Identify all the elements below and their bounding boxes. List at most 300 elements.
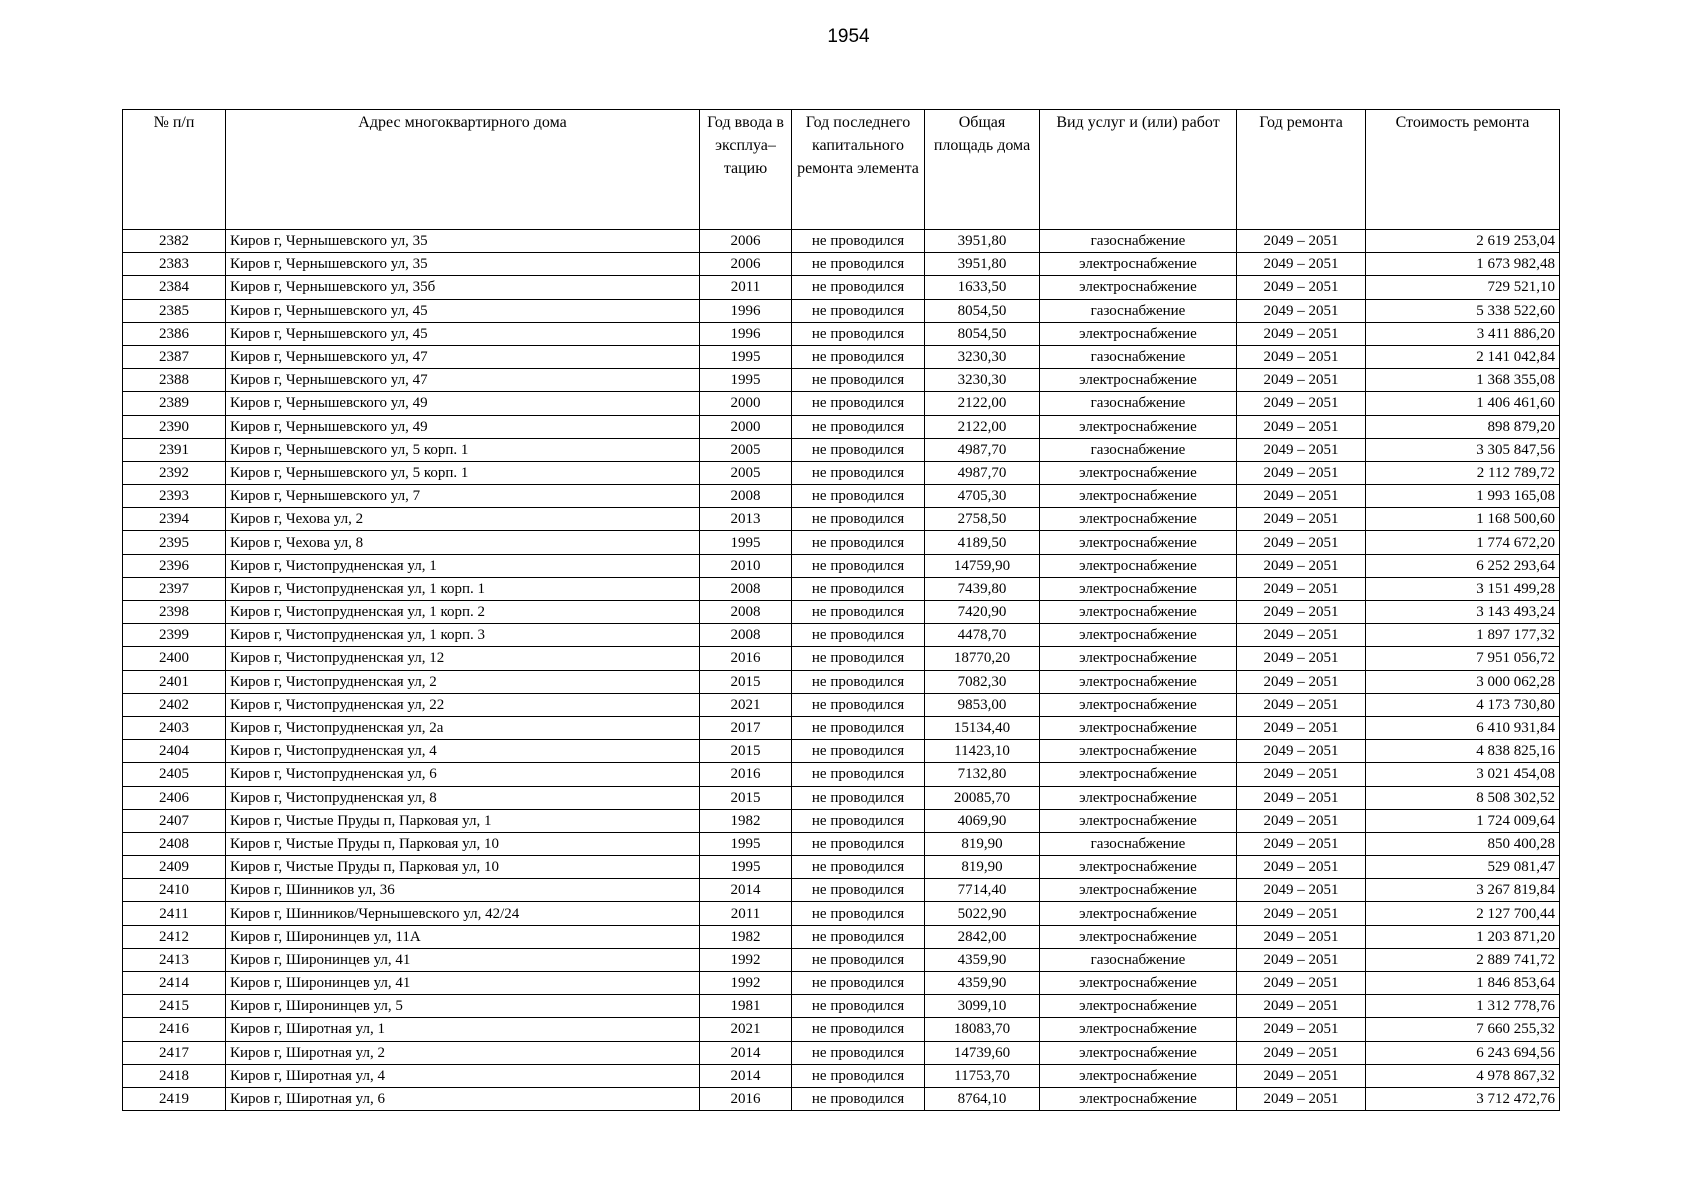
cell-last-repair: не проводился bbox=[792, 508, 925, 531]
cell-number: 2393 bbox=[123, 485, 226, 508]
table-row bbox=[123, 461, 1560, 484]
cell-repair-cost: 3 411 886,20 bbox=[1366, 322, 1560, 345]
cell-service-type: электроснабжение bbox=[1040, 485, 1237, 508]
cell-number: 2401 bbox=[123, 670, 226, 693]
cell-commission-year: 2016 bbox=[700, 1087, 792, 1110]
cell-repair-period: 2049 – 2051 bbox=[1237, 369, 1366, 392]
cell-service-type: газоснабжение bbox=[1040, 832, 1237, 855]
cell-service-type: электроснабжение bbox=[1040, 763, 1237, 786]
cell-address: Киров г, Чистопрудненская ул, 2а bbox=[226, 716, 700, 739]
cell-commission-year: 2000 bbox=[700, 415, 792, 438]
cell-last-repair: не проводился bbox=[792, 230, 925, 253]
header-address: Адрес многоквартирного дома bbox=[226, 110, 700, 230]
table-row bbox=[123, 554, 1560, 577]
cell-service-type: электроснабжение bbox=[1040, 601, 1237, 624]
cell-repair-period: 2049 – 2051 bbox=[1237, 1087, 1366, 1110]
cell-last-repair: не проводился bbox=[792, 276, 925, 299]
cell-repair-period: 2049 – 2051 bbox=[1237, 554, 1366, 577]
cell-number: 2391 bbox=[123, 438, 226, 461]
cell-address: Киров г, Чистопрудненская ул, 4 bbox=[226, 740, 700, 763]
cell-service-type: газоснабжение bbox=[1040, 392, 1237, 415]
table-row bbox=[123, 832, 1560, 855]
cell-repair-period: 2049 – 2051 bbox=[1237, 763, 1366, 786]
table-row bbox=[123, 693, 1560, 716]
cell-number: 2392 bbox=[123, 461, 226, 484]
cell-commission-year: 2016 bbox=[700, 763, 792, 786]
cell-repair-cost: 5 338 522,60 bbox=[1366, 299, 1560, 322]
cell-number: 2396 bbox=[123, 554, 226, 577]
header-commission-year: Год ввода в эксплуа– тацию bbox=[700, 110, 792, 230]
cell-total-area: 7082,30 bbox=[925, 670, 1040, 693]
cell-repair-cost: 1 846 853,64 bbox=[1366, 972, 1560, 995]
table-row bbox=[123, 577, 1560, 600]
cell-commission-year: 2011 bbox=[700, 276, 792, 299]
cell-repair-cost: 2 127 700,44 bbox=[1366, 902, 1560, 925]
cell-repair-cost: 1 724 009,64 bbox=[1366, 809, 1560, 832]
cell-repair-cost: 850 400,28 bbox=[1366, 832, 1560, 855]
cell-commission-year: 1995 bbox=[700, 345, 792, 368]
table-row bbox=[123, 438, 1560, 461]
cell-commission-year: 1992 bbox=[700, 972, 792, 995]
cell-service-type: электроснабжение bbox=[1040, 809, 1237, 832]
cell-repair-cost: 1 993 165,08 bbox=[1366, 485, 1560, 508]
cell-repair-cost: 1 406 461,60 bbox=[1366, 392, 1560, 415]
cell-address: Киров г, Чистопрудненская ул, 12 bbox=[226, 647, 700, 670]
cell-last-repair: не проводился bbox=[792, 716, 925, 739]
cell-last-repair: не проводился bbox=[792, 786, 925, 809]
cell-number: 2383 bbox=[123, 253, 226, 276]
header-service-type: Вид услуг и (или) работ bbox=[1040, 110, 1237, 230]
cell-service-type: газоснабжение bbox=[1040, 230, 1237, 253]
cell-address: Киров г, Чистопрудненская ул, 1 bbox=[226, 554, 700, 577]
cell-number: 2387 bbox=[123, 345, 226, 368]
cell-last-repair: не проводился bbox=[792, 299, 925, 322]
cell-commission-year: 1992 bbox=[700, 948, 792, 971]
cell-service-type: электроснабжение bbox=[1040, 253, 1237, 276]
cell-repair-period: 2049 – 2051 bbox=[1237, 856, 1366, 879]
cell-repair-period: 2049 – 2051 bbox=[1237, 253, 1366, 276]
cell-number: 2404 bbox=[123, 740, 226, 763]
cell-last-repair: не проводился bbox=[792, 1041, 925, 1064]
cell-repair-cost: 3 000 062,28 bbox=[1366, 670, 1560, 693]
table-row bbox=[123, 415, 1560, 438]
cell-total-area: 7420,90 bbox=[925, 601, 1040, 624]
table-row bbox=[123, 299, 1560, 322]
cell-last-repair: не проводился bbox=[792, 809, 925, 832]
cell-address: Киров г, Широнинцев ул, 41 bbox=[226, 972, 700, 995]
cell-service-type: газоснабжение bbox=[1040, 438, 1237, 461]
cell-repair-cost: 3 712 472,76 bbox=[1366, 1087, 1560, 1110]
cell-total-area: 8054,50 bbox=[925, 299, 1040, 322]
cell-service-type: электроснабжение bbox=[1040, 647, 1237, 670]
cell-address: Киров г, Широтная ул, 1 bbox=[226, 1018, 700, 1041]
cell-repair-period: 2049 – 2051 bbox=[1237, 577, 1366, 600]
cell-address: Киров г, Чернышевского ул, 5 корп. 1 bbox=[226, 461, 700, 484]
cell-repair-period: 2049 – 2051 bbox=[1237, 716, 1366, 739]
cell-last-repair: не проводился bbox=[792, 647, 925, 670]
cell-total-area: 2122,00 bbox=[925, 392, 1040, 415]
cell-total-area: 7714,40 bbox=[925, 879, 1040, 902]
cell-number: 2413 bbox=[123, 948, 226, 971]
cell-repair-cost: 3 305 847,56 bbox=[1366, 438, 1560, 461]
cell-last-repair: не проводился bbox=[792, 531, 925, 554]
cell-total-area: 7439,80 bbox=[925, 577, 1040, 600]
cell-last-repair: не проводился bbox=[792, 485, 925, 508]
cell-number: 2411 bbox=[123, 902, 226, 925]
cell-number: 2400 bbox=[123, 647, 226, 670]
cell-total-area: 819,90 bbox=[925, 856, 1040, 879]
cell-address: Киров г, Чехова ул, 8 bbox=[226, 531, 700, 554]
cell-repair-cost: 4 978 867,32 bbox=[1366, 1064, 1560, 1087]
table-row bbox=[123, 322, 1560, 345]
cell-number: 2390 bbox=[123, 415, 226, 438]
cell-repair-cost: 2 112 789,72 bbox=[1366, 461, 1560, 484]
cell-service-type: электроснабжение bbox=[1040, 369, 1237, 392]
table-row bbox=[123, 995, 1560, 1018]
cell-repair-cost: 6 252 293,64 bbox=[1366, 554, 1560, 577]
cell-last-repair: не проводился bbox=[792, 369, 925, 392]
cell-address: Киров г, Чернышевского ул, 47 bbox=[226, 369, 700, 392]
cell-total-area: 4069,90 bbox=[925, 809, 1040, 832]
cell-commission-year: 2000 bbox=[700, 392, 792, 415]
cell-repair-cost: 3 021 454,08 bbox=[1366, 763, 1560, 786]
cell-address: Киров г, Чехова ул, 2 bbox=[226, 508, 700, 531]
cell-commission-year: 2008 bbox=[700, 601, 792, 624]
cell-commission-year: 2017 bbox=[700, 716, 792, 739]
cell-total-area: 20085,70 bbox=[925, 786, 1040, 809]
cell-commission-year: 2006 bbox=[700, 253, 792, 276]
table-row bbox=[123, 902, 1560, 925]
cell-repair-period: 2049 – 2051 bbox=[1237, 948, 1366, 971]
cell-last-repair: не проводился bbox=[792, 601, 925, 624]
cell-service-type: электроснабжение bbox=[1040, 276, 1237, 299]
cell-repair-cost: 729 521,10 bbox=[1366, 276, 1560, 299]
cell-repair-cost: 1 368 355,08 bbox=[1366, 369, 1560, 392]
table-row bbox=[123, 508, 1560, 531]
cell-number: 2386 bbox=[123, 322, 226, 345]
cell-repair-cost: 7 951 056,72 bbox=[1366, 647, 1560, 670]
cell-address: Киров г, Шинников ул, 36 bbox=[226, 879, 700, 902]
cell-total-area: 2758,50 bbox=[925, 508, 1040, 531]
cell-repair-cost: 3 151 499,28 bbox=[1366, 577, 1560, 600]
cell-repair-period: 2049 – 2051 bbox=[1237, 902, 1366, 925]
table-body bbox=[123, 230, 1560, 1111]
cell-address: Киров г, Шинников/Чернышевского ул, 42/24 bbox=[226, 902, 700, 925]
cell-commission-year: 2008 bbox=[700, 485, 792, 508]
cell-last-repair: не проводился bbox=[792, 740, 925, 763]
cell-number: 2394 bbox=[123, 508, 226, 531]
cell-repair-cost: 6 243 694,56 bbox=[1366, 1041, 1560, 1064]
cell-service-type: газоснабжение bbox=[1040, 948, 1237, 971]
table-header-row bbox=[123, 110, 1560, 230]
cell-repair-period: 2049 – 2051 bbox=[1237, 995, 1366, 1018]
cell-address: Киров г, Чистопрудненская ул, 22 bbox=[226, 693, 700, 716]
cell-service-type: электроснабжение bbox=[1040, 322, 1237, 345]
cell-last-repair: не проводился bbox=[792, 995, 925, 1018]
table-row bbox=[123, 763, 1560, 786]
cell-number: 2417 bbox=[123, 1041, 226, 1064]
cell-total-area: 3099,10 bbox=[925, 995, 1040, 1018]
table-row bbox=[123, 1018, 1560, 1041]
cell-last-repair: не проводился bbox=[792, 856, 925, 879]
cell-last-repair: не проводился bbox=[792, 693, 925, 716]
cell-commission-year: 2005 bbox=[700, 461, 792, 484]
cell-repair-cost: 1 203 871,20 bbox=[1366, 925, 1560, 948]
cell-last-repair: не проводился bbox=[792, 879, 925, 902]
cell-commission-year: 2014 bbox=[700, 879, 792, 902]
cell-address: Киров г, Чернышевского ул, 49 bbox=[226, 415, 700, 438]
cell-last-repair: не проводился bbox=[792, 670, 925, 693]
cell-address: Киров г, Чистые Пруды п, Парковая ул, 10 bbox=[226, 832, 700, 855]
cell-address: Киров г, Широнинцев ул, 41 bbox=[226, 948, 700, 971]
cell-number: 2388 bbox=[123, 369, 226, 392]
table-row bbox=[123, 369, 1560, 392]
cell-repair-cost: 1 774 672,20 bbox=[1366, 531, 1560, 554]
cell-last-repair: не проводился bbox=[792, 925, 925, 948]
cell-number: 2399 bbox=[123, 624, 226, 647]
cell-repair-period: 2049 – 2051 bbox=[1237, 438, 1366, 461]
cell-number: 2412 bbox=[123, 925, 226, 948]
cell-total-area: 18770,20 bbox=[925, 647, 1040, 670]
table-row bbox=[123, 856, 1560, 879]
header-repair-cost: Стоимость ремонта bbox=[1366, 110, 1560, 230]
cell-repair-cost: 1 312 778,76 bbox=[1366, 995, 1560, 1018]
cell-total-area: 2842,00 bbox=[925, 925, 1040, 948]
cell-repair-period: 2049 – 2051 bbox=[1237, 485, 1366, 508]
cell-commission-year: 2016 bbox=[700, 647, 792, 670]
cell-repair-period: 2049 – 2051 bbox=[1237, 972, 1366, 995]
cell-total-area: 5022,90 bbox=[925, 902, 1040, 925]
table-row bbox=[123, 531, 1560, 554]
cell-address: Киров г, Широтная ул, 6 bbox=[226, 1087, 700, 1110]
cell-address: Киров г, Широтная ул, 4 bbox=[226, 1064, 700, 1087]
cell-number: 2416 bbox=[123, 1018, 226, 1041]
table-row bbox=[123, 1087, 1560, 1110]
cell-service-type: электроснабжение bbox=[1040, 856, 1237, 879]
table-row bbox=[123, 624, 1560, 647]
cell-address: Киров г, Чернышевского ул, 7 bbox=[226, 485, 700, 508]
cell-service-type: электроснабжение bbox=[1040, 624, 1237, 647]
cell-total-area: 11753,70 bbox=[925, 1064, 1040, 1087]
cell-repair-period: 2049 – 2051 bbox=[1237, 740, 1366, 763]
cell-total-area: 14759,90 bbox=[925, 554, 1040, 577]
cell-service-type: электроснабжение bbox=[1040, 1087, 1237, 1110]
cell-total-area: 9853,00 bbox=[925, 693, 1040, 716]
table-row bbox=[123, 392, 1560, 415]
cell-last-repair: не проводился bbox=[792, 415, 925, 438]
cell-service-type: электроснабжение bbox=[1040, 1018, 1237, 1041]
cell-address: Киров г, Чернышевского ул, 35б bbox=[226, 276, 700, 299]
cell-number: 2405 bbox=[123, 763, 226, 786]
cell-number: 2409 bbox=[123, 856, 226, 879]
table-row bbox=[123, 925, 1560, 948]
cell-repair-period: 2049 – 2051 bbox=[1237, 508, 1366, 531]
cell-total-area: 7132,80 bbox=[925, 763, 1040, 786]
cell-service-type: электроснабжение bbox=[1040, 577, 1237, 600]
cell-repair-cost: 2 889 741,72 bbox=[1366, 948, 1560, 971]
cell-number: 2415 bbox=[123, 995, 226, 1018]
cell-repair-period: 2049 – 2051 bbox=[1237, 1041, 1366, 1064]
cell-service-type: электроснабжение bbox=[1040, 1064, 1237, 1087]
cell-last-repair: не проводился bbox=[792, 554, 925, 577]
cell-number: 2397 bbox=[123, 577, 226, 600]
cell-total-area: 8054,50 bbox=[925, 322, 1040, 345]
cell-repair-period: 2049 – 2051 bbox=[1237, 647, 1366, 670]
cell-address: Киров г, Широнинцев ул, 11А bbox=[226, 925, 700, 948]
repair-registry-table bbox=[122, 109, 1560, 1111]
header-repair-period: Год ремонта bbox=[1237, 110, 1366, 230]
cell-number: 2398 bbox=[123, 601, 226, 624]
cell-service-type: электроснабжение bbox=[1040, 902, 1237, 925]
cell-total-area: 4189,50 bbox=[925, 531, 1040, 554]
table-row bbox=[123, 972, 1560, 995]
cell-repair-cost: 6 410 931,84 bbox=[1366, 716, 1560, 739]
cell-service-type: электроснабжение bbox=[1040, 554, 1237, 577]
cell-repair-period: 2049 – 2051 bbox=[1237, 879, 1366, 902]
cell-last-repair: не проводился bbox=[792, 253, 925, 276]
table-row bbox=[123, 276, 1560, 299]
cell-number: 2418 bbox=[123, 1064, 226, 1087]
cell-repair-period: 2049 – 2051 bbox=[1237, 809, 1366, 832]
table-row bbox=[123, 485, 1560, 508]
cell-commission-year: 1995 bbox=[700, 856, 792, 879]
cell-commission-year: 2013 bbox=[700, 508, 792, 531]
cell-repair-cost: 2 141 042,84 bbox=[1366, 345, 1560, 368]
cell-total-area: 4987,70 bbox=[925, 438, 1040, 461]
cell-total-area: 819,90 bbox=[925, 832, 1040, 855]
header-total-area: Общая площадь дома bbox=[925, 110, 1040, 230]
cell-service-type: электроснабжение bbox=[1040, 531, 1237, 554]
cell-address: Киров г, Чистопрудненская ул, 1 корп. 2 bbox=[226, 601, 700, 624]
cell-repair-period: 2049 – 2051 bbox=[1237, 670, 1366, 693]
table-row bbox=[123, 1041, 1560, 1064]
cell-address: Киров г, Чернышевского ул, 35 bbox=[226, 230, 700, 253]
cell-commission-year: 2010 bbox=[700, 554, 792, 577]
cell-repair-period: 2049 – 2051 bbox=[1237, 230, 1366, 253]
cell-repair-cost: 898 879,20 bbox=[1366, 415, 1560, 438]
cell-commission-year: 1982 bbox=[700, 925, 792, 948]
cell-service-type: электроснабжение bbox=[1040, 925, 1237, 948]
cell-repair-cost: 1 897 177,32 bbox=[1366, 624, 1560, 647]
cell-repair-period: 2049 – 2051 bbox=[1237, 276, 1366, 299]
cell-last-repair: не проводился bbox=[792, 902, 925, 925]
cell-number: 2406 bbox=[123, 786, 226, 809]
cell-commission-year: 2014 bbox=[700, 1064, 792, 1087]
cell-total-area: 8764,10 bbox=[925, 1087, 1040, 1110]
cell-number: 2389 bbox=[123, 392, 226, 415]
cell-last-repair: не проводился bbox=[792, 1018, 925, 1041]
cell-number: 2385 bbox=[123, 299, 226, 322]
cell-commission-year: 2005 bbox=[700, 438, 792, 461]
cell-repair-cost: 529 081,47 bbox=[1366, 856, 1560, 879]
cell-total-area: 4359,90 bbox=[925, 972, 1040, 995]
cell-commission-year: 1996 bbox=[700, 322, 792, 345]
cell-service-type: электроснабжение bbox=[1040, 461, 1237, 484]
cell-repair-period: 2049 – 2051 bbox=[1237, 415, 1366, 438]
cell-repair-period: 2049 – 2051 bbox=[1237, 299, 1366, 322]
cell-address: Киров г, Чистопрудненская ул, 2 bbox=[226, 670, 700, 693]
table-row bbox=[123, 647, 1560, 670]
cell-repair-cost: 3 267 819,84 bbox=[1366, 879, 1560, 902]
cell-repair-cost: 2 619 253,04 bbox=[1366, 230, 1560, 253]
header-number: № п/п bbox=[123, 110, 226, 230]
cell-commission-year: 1996 bbox=[700, 299, 792, 322]
cell-repair-period: 2049 – 2051 bbox=[1237, 1064, 1366, 1087]
cell-address: Киров г, Чистые Пруды п, Парковая ул, 10 bbox=[226, 856, 700, 879]
table-row bbox=[123, 809, 1560, 832]
cell-address: Киров г, Широнинцев ул, 5 bbox=[226, 995, 700, 1018]
table-row bbox=[123, 1064, 1560, 1087]
cell-service-type: газоснабжение bbox=[1040, 299, 1237, 322]
cell-repair-cost: 8 508 302,52 bbox=[1366, 786, 1560, 809]
cell-repair-period: 2049 – 2051 bbox=[1237, 392, 1366, 415]
cell-last-repair: не проводился bbox=[792, 438, 925, 461]
cell-commission-year: 1995 bbox=[700, 832, 792, 855]
cell-service-type: электроснабжение bbox=[1040, 972, 1237, 995]
cell-repair-period: 2049 – 2051 bbox=[1237, 1018, 1366, 1041]
cell-address: Киров г, Чернышевского ул, 45 bbox=[226, 322, 700, 345]
table-row bbox=[123, 230, 1560, 253]
cell-commission-year: 2011 bbox=[700, 902, 792, 925]
cell-last-repair: не проводился bbox=[792, 972, 925, 995]
cell-last-repair: не проводился bbox=[792, 832, 925, 855]
cell-last-repair: не проводился bbox=[792, 345, 925, 368]
cell-address: Киров г, Чернышевского ул, 5 корп. 1 bbox=[226, 438, 700, 461]
cell-address: Киров г, Чистые Пруды п, Парковая ул, 1 bbox=[226, 809, 700, 832]
cell-address: Киров г, Чернышевского ул, 35 bbox=[226, 253, 700, 276]
cell-last-repair: не проводился bbox=[792, 1087, 925, 1110]
cell-last-repair: не проводился bbox=[792, 624, 925, 647]
cell-last-repair: не проводился bbox=[792, 392, 925, 415]
cell-total-area: 4705,30 bbox=[925, 485, 1040, 508]
cell-total-area: 15134,40 bbox=[925, 716, 1040, 739]
cell-total-area: 3230,30 bbox=[925, 369, 1040, 392]
cell-number: 2414 bbox=[123, 972, 226, 995]
cell-address: Киров г, Широтная ул, 2 bbox=[226, 1041, 700, 1064]
cell-repair-cost: 1 168 500,60 bbox=[1366, 508, 1560, 531]
cell-last-repair: не проводился bbox=[792, 322, 925, 345]
table-row bbox=[123, 601, 1560, 624]
table-row bbox=[123, 670, 1560, 693]
cell-repair-cost: 7 660 255,32 bbox=[1366, 1018, 1560, 1041]
cell-address: Киров г, Чистопрудненская ул, 6 bbox=[226, 763, 700, 786]
cell-number: 2395 bbox=[123, 531, 226, 554]
cell-repair-period: 2049 – 2051 bbox=[1237, 624, 1366, 647]
cell-repair-cost: 4 173 730,80 bbox=[1366, 693, 1560, 716]
cell-repair-period: 2049 – 2051 bbox=[1237, 461, 1366, 484]
cell-repair-period: 2049 – 2051 bbox=[1237, 786, 1366, 809]
table-row bbox=[123, 740, 1560, 763]
table-row bbox=[123, 716, 1560, 739]
cell-commission-year: 2014 bbox=[700, 1041, 792, 1064]
cell-number: 2410 bbox=[123, 879, 226, 902]
cell-repair-period: 2049 – 2051 bbox=[1237, 601, 1366, 624]
page-number: 1954 bbox=[827, 26, 870, 47]
cell-address: Киров г, Чистопрудненская ул, 1 корп. 1 bbox=[226, 577, 700, 600]
cell-total-area: 3230,30 bbox=[925, 345, 1040, 368]
cell-repair-period: 2049 – 2051 bbox=[1237, 345, 1366, 368]
cell-total-area: 4359,90 bbox=[925, 948, 1040, 971]
cell-service-type: электроснабжение bbox=[1040, 508, 1237, 531]
table-row bbox=[123, 253, 1560, 276]
table-row bbox=[123, 948, 1560, 971]
cell-repair-cost: 4 838 825,16 bbox=[1366, 740, 1560, 763]
cell-repair-cost: 1 673 982,48 bbox=[1366, 253, 1560, 276]
cell-address: Киров г, Чернышевского ул, 45 bbox=[226, 299, 700, 322]
cell-commission-year: 2021 bbox=[700, 693, 792, 716]
cell-last-repair: не проводился bbox=[792, 577, 925, 600]
cell-number: 2419 bbox=[123, 1087, 226, 1110]
